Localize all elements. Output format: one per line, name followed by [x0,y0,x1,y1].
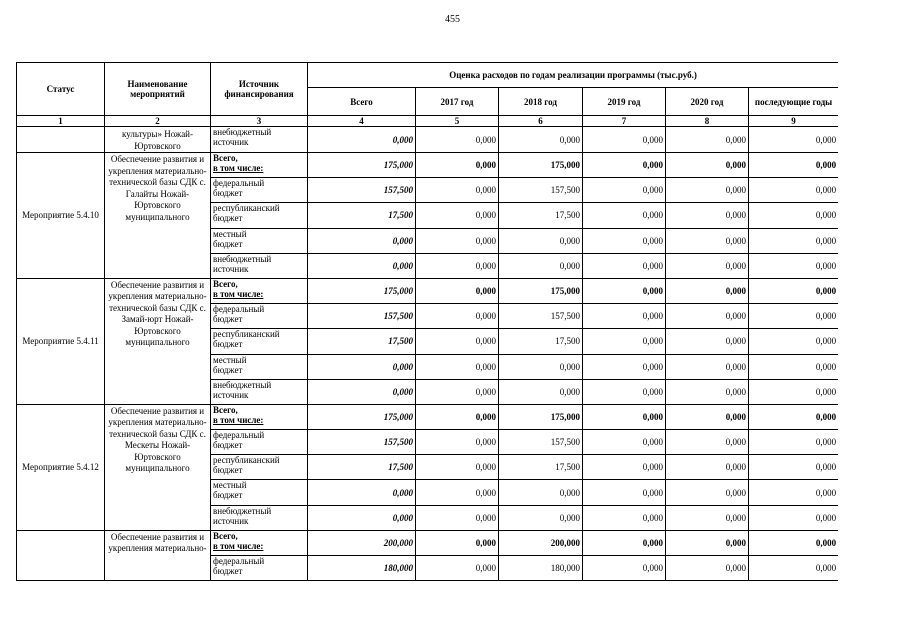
col-header-2018: 2018 год [499,88,583,116]
value-cell: 0,000 [499,379,583,404]
col-header-later: последующие годы [749,88,839,116]
source-cell [211,228,308,253]
value-cell: 0,000 [749,178,839,203]
value-cell: 0,000 [666,127,749,153]
activity-name-cell: Обеспечение развития и укрепления материально-технической базы СДК с. Мескеты Ножай-Юртовского муниципального [105,404,211,530]
value-cell: 175,000 [499,404,583,429]
value-cell: 0,000 [416,228,499,253]
value-cell: 0,000 [666,253,749,278]
source-label: республиканский [213,203,280,214]
col-index: 6 [499,116,583,127]
source-label: Всего, [213,530,238,541]
source-label: федеральный [213,304,265,315]
source-sublabel-line [213,264,305,274]
value-cell: 0,000 [749,304,839,329]
source-sublabel: источник [213,389,249,400]
value-cell: 0,000 [583,480,666,505]
value-cell: 0,000 [749,480,839,505]
col-header-2017: 2017 год [416,88,499,116]
value-cell: 0,000 [749,153,839,178]
source-label: местный [213,354,247,365]
value-cell: 0,000 [583,127,666,153]
source-sublabel: бюджет [213,566,243,576]
table-row [17,404,839,429]
value-cell: 180,000 [308,556,416,581]
value-cell: 0,000 [749,430,839,455]
value-cell: 0,000 [749,505,839,530]
source-cell [211,153,308,178]
value-cell: 200,000 [308,530,416,555]
source-cell [211,253,308,278]
value-cell: 0,000 [416,430,499,455]
value-cell: 0,000 [666,153,749,178]
value-cell: 0,000 [308,379,416,404]
col-index: 1 [17,116,105,127]
value-cell: 17,500 [308,203,416,228]
value-cell: 0,000 [583,404,666,429]
source-sublabel: в том числе: [213,163,264,173]
value-cell: 175,000 [499,278,583,303]
value-cell: 0,000 [416,203,499,228]
source-cell [211,430,308,455]
source-sublabel: в том числе: [213,540,264,551]
source-cell [211,278,308,303]
value-cell: 0,000 [583,354,666,379]
value-cell: 0,000 [749,404,839,429]
source-label: внебюджетный [213,379,272,390]
value-cell: 0,000 [749,253,839,278]
value-cell: 0,000 [583,203,666,228]
value-cell: 17,500 [499,329,583,354]
value-cell: 0,000 [666,455,749,480]
value-cell: 17,500 [308,455,416,480]
value-cell: 0,000 [666,430,749,455]
source-sublabel-line [213,339,305,349]
table-row [17,530,839,555]
value-cell: 0,000 [583,178,666,203]
value-cell: 0,000 [583,153,666,178]
col-header-2020: 2020 год [666,88,749,116]
source-label: республиканский [213,455,280,466]
value-cell: 0,000 [583,278,666,303]
value-cell: 157,500 [499,430,583,455]
value-cell: 0,000 [749,379,839,404]
source-sublabel-line [213,314,305,324]
value-cell: 157,500 [499,178,583,203]
source-sublabel-line [213,289,305,299]
activity-name-cell: Обеспечение развития и укрепления материально-технической базы СДК с. Замай-юрт Ножай-Юртовского муниципального [105,278,211,404]
source-sublabel: бюджет [213,188,243,199]
value-cell: 0,000 [308,127,416,153]
value-cell: 0,000 [749,329,839,354]
value-cell: 0,000 [416,505,499,530]
source-label: внебюджетный [213,505,272,516]
status-cell [17,530,105,580]
value-cell: 0,000 [308,505,416,530]
source-sublabel: бюджет [213,213,243,224]
activity-name-cell: Обеспечение развития и укрепления материально-технической базы СДК с. Галайты Ножай-Юртовского муниципального [105,153,211,279]
value-cell: 0,000 [308,480,416,505]
value-cell: 0,000 [416,530,499,555]
value-cell: 180,000 [499,556,583,581]
source-label: федеральный [213,430,265,441]
value-cell: 157,500 [308,304,416,329]
table-row [17,278,839,303]
col-header-2019: 2019 год [583,88,666,116]
source-label: местный [213,228,247,239]
value-cell: 0,000 [416,178,499,203]
col-header-group: Оценка расходов по годам реализации программы (тыс.руб.) [308,63,839,88]
value-cell: 0,000 [499,480,583,505]
value-cell: 175,000 [308,153,416,178]
status-cell: Мероприятие 5.4.10 [17,153,105,279]
value-cell: 0,000 [583,455,666,480]
value-cell: 0,000 [583,530,666,555]
value-cell: 200,000 [499,530,583,555]
value-cell: 0,000 [416,127,499,153]
source-sublabel-line [213,566,305,576]
source-cell [211,505,308,530]
value-cell: 0,000 [666,304,749,329]
source-cell [211,480,308,505]
value-cell: 175,000 [499,153,583,178]
source-label: федеральный [213,178,265,189]
budget-table [16,62,838,581]
source-sublabel: бюджет [213,364,243,375]
source-sublabel-line [213,415,305,425]
value-cell: 0,000 [583,505,666,530]
col-header-name: Наименование мероприятий [105,63,211,116]
value-cell: 0,000 [666,329,749,354]
col-header-source: Источник финансирования [211,63,308,116]
budget-table-wrapper [16,62,838,585]
value-cell: 0,000 [416,278,499,303]
value-cell: 0,000 [583,556,666,581]
source-sublabel-line [213,390,305,400]
source-cell [211,354,308,379]
activity-name-cell: Обеспечение развития и укрепления материально- [105,530,211,580]
source-cell [211,530,308,555]
value-cell: 0,000 [583,379,666,404]
source-sublabel: источник [213,515,249,526]
activity-name-cell: культуры» Ножай-Юртовского [105,127,211,153]
value-cell: 0,000 [749,228,839,253]
source-sublabel-line [213,163,305,173]
col-index: 4 [308,116,416,127]
col-header-total: Всего [308,88,416,116]
value-cell: 0,000 [499,505,583,530]
table-row [17,153,839,178]
value-cell: 0,000 [308,228,416,253]
value-cell: 0,000 [499,127,583,153]
col-header-status: Статус [17,63,105,116]
value-cell: 0,000 [666,278,749,303]
source-sublabel: бюджет [213,339,243,350]
source-label: Всего, [213,404,238,415]
source-cell [211,304,308,329]
value-cell: 17,500 [499,455,583,480]
value-cell: 0,000 [583,253,666,278]
col-index: 7 [583,116,666,127]
value-cell: 0,000 [666,530,749,555]
source-sublabel: бюджет [213,314,243,325]
source-sublabel: в том числе: [213,414,264,425]
source-label: внебюджетный [213,253,272,264]
source-sublabel-line [213,213,305,223]
source-sublabel-line [213,239,305,249]
value-cell: 0,000 [749,203,839,228]
value-cell: 0,000 [666,480,749,505]
source-sublabel: бюджет [213,238,243,249]
source-cell [211,556,308,581]
value-cell: 0,000 [583,329,666,354]
value-cell: 175,000 [308,404,416,429]
col-index: 3 [211,116,308,127]
source-sublabel-line [213,516,305,526]
value-cell: 157,500 [499,304,583,329]
value-cell: 0,000 [416,556,499,581]
value-cell: 0,000 [666,178,749,203]
value-cell: 0,000 [583,228,666,253]
value-cell: 0,000 [416,153,499,178]
source-sublabel-line [213,541,305,551]
column-index-row [17,116,839,127]
source-sublabel: бюджет [213,465,243,476]
value-cell: 157,500 [308,430,416,455]
value-cell: 0,000 [749,455,839,480]
source-sublabel-line [213,188,305,198]
status-cell: Мероприятие 5.4.11 [17,278,105,404]
source-cell: внебюджетный источник [211,127,308,153]
value-cell: 175,000 [308,278,416,303]
value-cell: 0,000 [416,379,499,404]
status-cell: Мероприятие 5.4.12 [17,404,105,530]
value-cell: 0,000 [666,379,749,404]
value-cell: 0,000 [308,354,416,379]
source-sublabel-line [213,365,305,375]
value-cell: 0,000 [416,404,499,429]
value-cell: 0,000 [416,304,499,329]
value-cell: 0,000 [416,329,499,354]
value-cell: 0,000 [499,253,583,278]
value-cell: 0,000 [666,404,749,429]
value-cell: 0,000 [416,253,499,278]
source-sublabel: бюджет [213,490,243,501]
source-cell [211,203,308,228]
col-index: 8 [666,116,749,127]
value-cell: 0,000 [583,304,666,329]
source-sublabel: источник [213,263,249,274]
value-cell: 0,000 [416,354,499,379]
value-cell: 0,000 [666,228,749,253]
col-index: 2 [105,116,211,127]
source-cell [211,379,308,404]
value-cell: 17,500 [308,329,416,354]
source-sublabel-line [213,465,305,475]
source-label: Всего, [213,278,238,289]
value-cell: 0,000 [416,455,499,480]
table-row [17,127,839,153]
value-cell: 0,000 [416,480,499,505]
value-cell: 0,000 [308,253,416,278]
page-number: 455 [445,14,460,25]
source-cell [211,455,308,480]
value-cell: 0,000 [499,228,583,253]
source-cell [211,329,308,354]
value-cell: 0,000 [749,530,839,555]
source-cell [211,404,308,429]
source-label: Всего, [213,153,238,163]
col-index: 9 [749,116,839,127]
value-cell: 0,000 [749,556,839,581]
source-label: федеральный [213,556,265,566]
value-cell: 157,500 [308,178,416,203]
source-sublabel: в том числе: [213,288,264,299]
source-cell [211,178,308,203]
value-cell: 0,000 [666,505,749,530]
source-sublabel: бюджет [213,440,243,451]
value-cell: 0,000 [666,203,749,228]
value-cell: 0,000 [749,354,839,379]
value-cell: 0,000 [583,430,666,455]
value-cell: 0,000 [499,354,583,379]
source-sublabel-line [213,490,305,500]
source-label: республиканский [213,329,280,340]
col-index: 5 [416,116,499,127]
value-cell: 17,500 [499,203,583,228]
value-cell: 0,000 [749,127,839,153]
value-cell: 0,000 [666,556,749,581]
source-label: местный [213,480,247,491]
source-sublabel-line [213,440,305,450]
value-cell: 0,000 [749,278,839,303]
status-cell [17,127,105,153]
value-cell: 0,000 [666,354,749,379]
